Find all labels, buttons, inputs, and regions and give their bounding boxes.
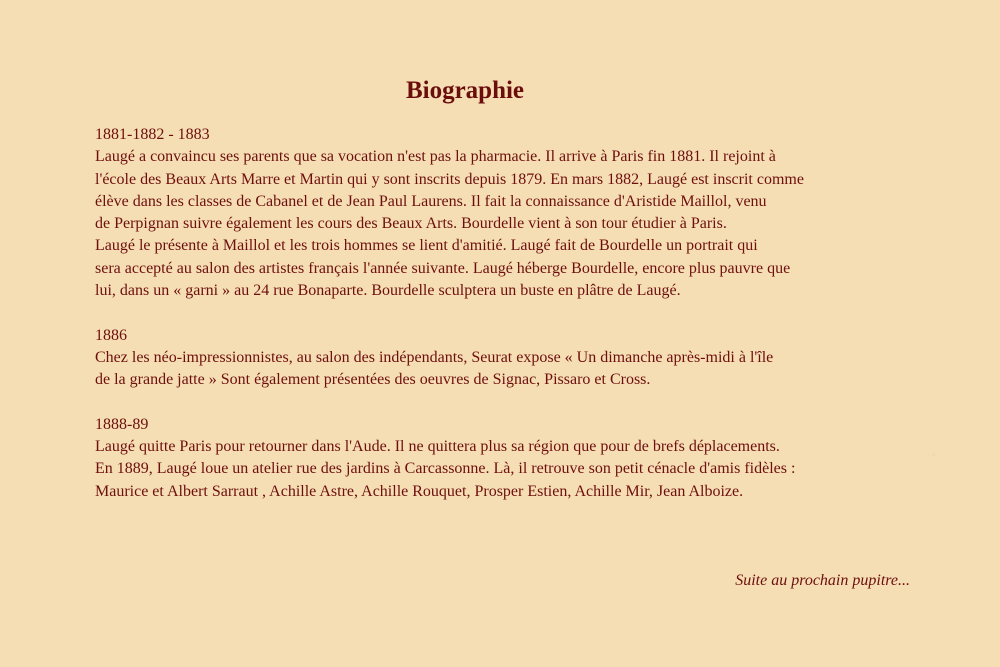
page-title: Biographie: [405, 76, 525, 104]
biography-content: [95, 124, 965, 525]
text-line: Chez les néo-impressionnistes, au salon des indépendants, Seurat expose « Un dimanche après-midi à l'île: [95, 348, 774, 366]
text-line: sera accepté au salon des artistes français l'année suivante. Laugé héberge Bourdelle, encore plus pauvre que: [95, 259, 791, 277]
section-heading: 1888-89: [95, 415, 149, 433]
text-line: de Perpignan suivre également les cours des Beaux Arts. Bourdelle vient à son tour étudier à Paris.: [95, 215, 727, 233]
section-heading: 1886: [95, 326, 127, 344]
section-heading: 1881-1882 - 1883: [95, 126, 210, 143]
text-line: lui, dans un « garni » au 24 rue Bonaparte. Bourdelle sculptera un buste en plâtre de Laugé.: [95, 282, 681, 300]
text-line: élève dans les classes de Cabanel et de Jean Paul Laurens. Il fait la connaissance d'Aristide Maillol, venu: [95, 192, 767, 210]
next-page-link[interactable]: Suite au prochain pupitre...: [735, 572, 910, 589]
text-line: de la grande jatte » Sont également présentées des oeuvres de Signac, Pissaro et Cross.: [95, 371, 651, 389]
text-line: Laugé le présente à Maillol et les trois hommes se lient d'amitié. Laugé fait de Bourdelle un portrait qui: [95, 237, 758, 255]
section-1886: [95, 325, 965, 392]
text-line: l'école des Beaux Arts Marre et Martin qui y sont inscrits depuis 1879. En mars 1882, Laugé est inscrit comme: [95, 170, 804, 188]
text-line: Laugé a convaincu ses parents que sa vocation n'est pas la pharmacie. Il arrive à Paris fin 1881. Il rejoint à: [95, 148, 776, 166]
text-line: Maurice et Albert Sarraut , Achille Astre, Achille Rouquet, Prosper Estien, Achille Mir, Jean Alboize.: [95, 482, 744, 500]
decorative-mark-icon: ◦: [932, 449, 936, 461]
section-1888-89: [95, 414, 965, 503]
section-1881-1883: [95, 124, 965, 302]
text-line: Laugé quitte Paris pour retourner dans l'Aude. Il ne quittera plus sa région que pour de brefs déplacements.: [95, 438, 780, 456]
text-line: En 1889, Laugé loue un atelier rue des jardins à Carcassonne. Là, il retrouve son petit cénacle d'amis fidèles :: [95, 460, 796, 478]
